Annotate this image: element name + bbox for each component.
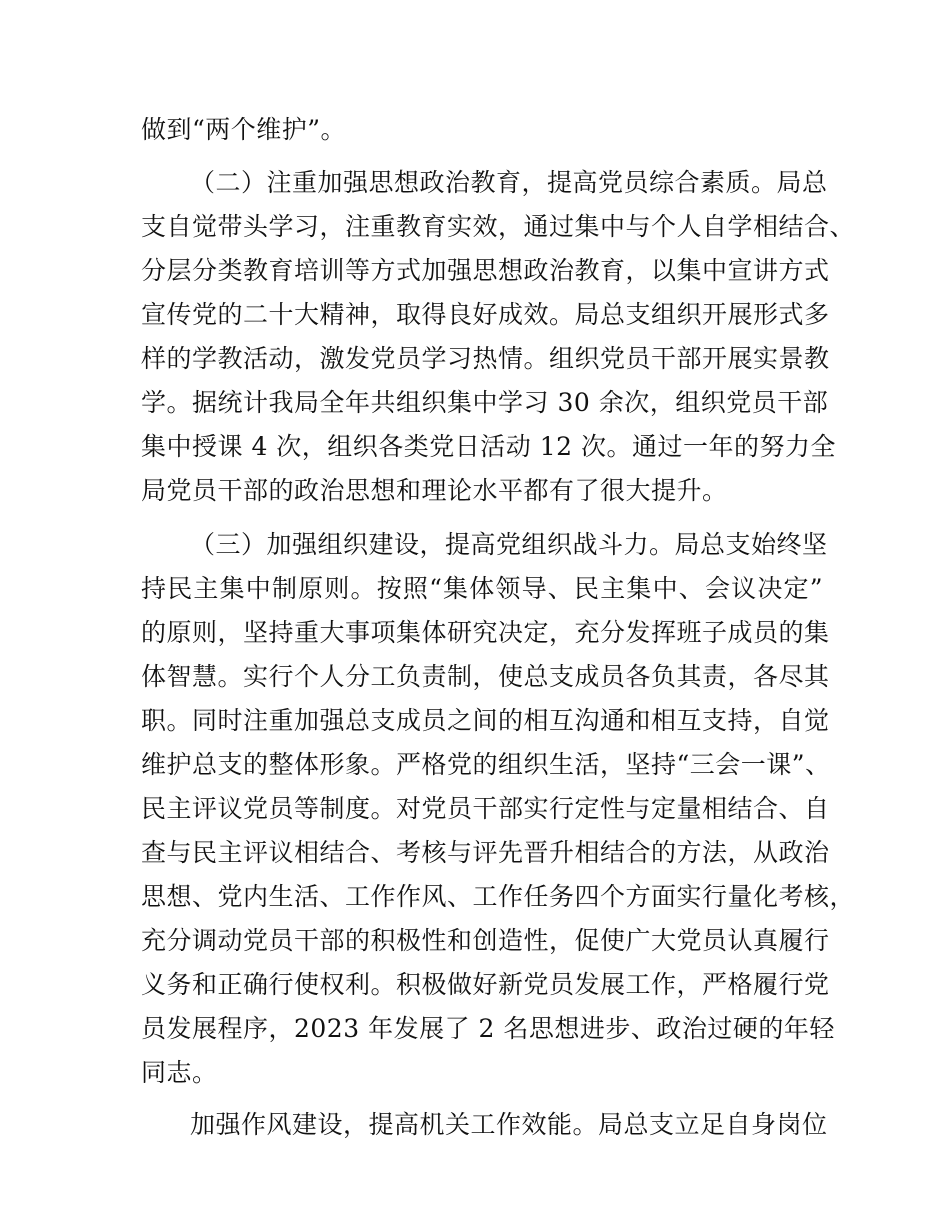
text-line-4: 分层分类教育培训等方式加强思想政治教育，以集中宣讲方式 <box>141 256 830 285</box>
text-line-22: 同志。 <box>141 1058 218 1087</box>
text-line-14: 职。同时注重加强总支成员之间的相互沟通和相互支持，自觉 <box>141 706 830 735</box>
text-line-6: 样的学教活动，激发党员学习热情。组织党员干部开展实景教 <box>141 344 830 373</box>
text-line-12: 的原则，坚持重大事项集体研究决定，充分发挥班子成员的集 <box>141 618 830 647</box>
text-line-17: 查与民主评议相结合、考核与评先晋升相结合的方法，从政治 <box>141 838 830 867</box>
text-line-13: 体智慧。实行个人分工负责制，使总支成员各负其责，各尽其 <box>141 662 830 691</box>
text-line-21: 员发展程序，2023 年发展了 2 名思想进步、政治过硬的年轻 <box>141 1014 835 1043</box>
text-line-1: 做到“两个维护”。 <box>141 115 347 144</box>
text-line-23: 加强作风建设，提高机关工作效能。局总支立足自身岗位 <box>190 1110 828 1139</box>
text-line-8: 集中授课 4 次，组织各类党日活动 12 次。通过一年的努力全 <box>141 432 837 461</box>
text-line-19: 充分调动党员干部的积极性和创造性，促使广大党员认真履行 <box>141 926 830 955</box>
text-line-15: 维护总支的整体形象。严格党的组织生活，坚持“三会一课”、 <box>141 750 831 779</box>
text-line-11: 持民主集中制原则。按照“集体领导、民主集中、会议决定” <box>141 574 823 603</box>
text-line-16: 民主评议党员等制度。对党员干部实行定性与定量相结合、自 <box>141 794 830 823</box>
text-line-20: 义务和正确行使权利。积极做好新党员发展工作，严格履行党 <box>141 970 830 999</box>
text-line-10: （三）加强组织建设，提高党组织战斗力。局总支始终坚 <box>190 530 828 559</box>
text-line-18: 思想、党内生活、工作作风、工作任务四个方面实行量化考核， <box>141 882 856 911</box>
text-line-5: 宣传党的二十大精神，取得良好成效。局总支组织开展形式多 <box>141 300 830 329</box>
text-line-9: 局党员干部的政治思想和理论水平都有了很大提升。 <box>141 476 728 505</box>
text-line-3: 支自觉带头学习，注重教育实效，通过集中与个人自学相结合、 <box>141 212 856 241</box>
text-line-2: （二）注重加强思想政治教育，提高党员综合素质。局总 <box>190 168 828 197</box>
text-line-7: 学。据统计我局全年共组织集中学习 30 余次，组织党员干部 <box>141 388 829 417</box>
